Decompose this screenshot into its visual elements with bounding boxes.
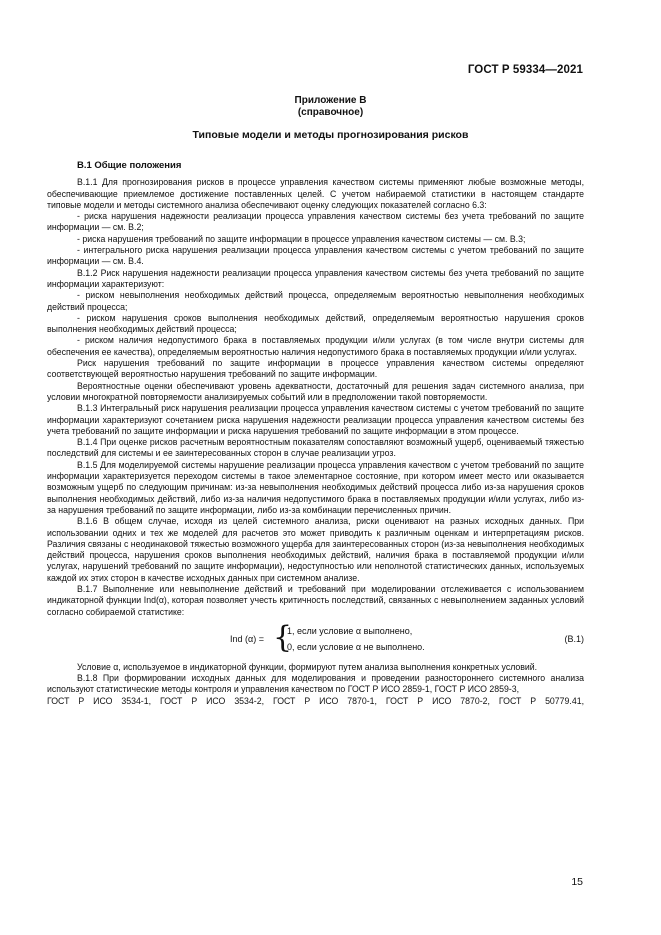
paragraph: В.1.5 Для моделируемой системы нарушение реализации процесса управления качеством с учетом требований по защите информации характеризуется переходом системы в такое элементарное состояние, при котором имеет место или оказывается возможным ущерб по следующим причинам: из-за невыполнения необходимых действий процесса либо из-за нарушения сроков выполнения необходимых действий, либо из-за наличия недопустимого брака в поставляемых продукции и/или услугах, либо из-за нарушения требований по защите информации, либо из-за комбинации перечисленных причин. (47, 459, 584, 515)
formula-lhs: Ind (α) = (230, 633, 264, 644)
paragraph: Риск нарушения требований по защите информации в процессе управления качеством системы определяют соответствующей вероятностью нарушения требований по защите информации. (47, 358, 584, 380)
list-item: - риска нарушения требований по защите информации в процессе управления качеством системы — см. В.3; (77, 233, 526, 244)
document-code: ГОСТ Р 59334—2021 (467, 64, 583, 76)
paragraph: В.1.7 Выполнение или невыполнение действий и требований при моделировании отслеживается с использованием индикаторной функции Ind(α), которая позволяет учесть критичность последствий, связанных с невыполнением заданных условий согласно собираемой статистике: (47, 583, 584, 617)
paragraph: В.1.6 В общем случае, исходя из целей системного анализа, риски оценивают на разных исходных данных. При использовании одних и тех же моделей для расчетов это может приводить к различным оценкам и интерпретациям рисков. Различия связаны с неодинаковой тяжестью возможного ущерба для заинтересованных сторон (из-за невыполнения необходимых действий процесса, нарушения сроков выполнения необходимых действий, наличия брака в поставляемой продукции и/или услугах, нарушений требований по защите информации), недоступностью или неполнотой статистических данных, используемых каждой их этих сторон в качестве исходных данных при системном анализе. (47, 516, 584, 583)
formula-b1 (47, 619, 584, 655)
list-item: - интегрального риска нарушения реализации процесса управления качеством системы с учетом требований по защите информации — см. В.4. (47, 245, 584, 267)
body-text (47, 160, 584, 707)
formula-case-false: 0, если условие α не выполнено. (287, 641, 425, 652)
paragraph: В.1.1 Для прогнозирования рисков в процессе управления качеством системы применяют любые возможные методы, обеспечивающие приемлемое достижение поставленных целей. С учетом набираемой статистики в настоящем стандарте типовые модели и методы системного анализа обеспечивают оценку следующих показателей согласно 6.3: (47, 177, 584, 210)
list-item: - риска нарушения надежности реализации процесса управления качеством системы без учета требований по защите информации — см. В.2; (47, 211, 584, 233)
paragraph: В.1.2 Риск нарушения надежности реализации процесса управления качеством системы без учета требований по защите информации характеризуют: (47, 267, 584, 289)
formula-case-true: 1, если условие α выполнено, (287, 625, 413, 636)
paragraph: Вероятностные оценки обеспечивают уровень адекватности, достаточный для решения задач системного анализа, при условии многократной повторяемости анализируемых событий или в предположении такой повторяемости. (47, 380, 584, 402)
formula-brace: { (273, 619, 293, 655)
list-item: - риском невыполнения необходимых действий процесса, определяемым вероятностью невыполнения необходимых действий процесса; (47, 290, 584, 312)
list-item: - риском нарушения сроков выполнения необходимых действий, определяемым вероятностью нарушения сроков выполнения необходимых действий процесса; (47, 312, 584, 335)
section-heading: В.1 Общие положения (77, 160, 182, 171)
page-number: 15 (571, 876, 583, 888)
standards-list-line: ГОСТ Р ИСО 3534-1, ГОСТ Р ИСО 3534-2, ГОСТ Р ИСО 7870-1, ГОСТ Р ИСО 7870-2, ГОСТ Р 50779.41, (47, 695, 584, 706)
paragraph: В.1.3 Интегральный риск нарушения реализации процесса управления качеством системы с учетом требований по защите информации характеризуют сочетанием риска нарушения надежности реализации процесса управления качеством системы без учета требований по защите информации и риска нарушения требований по защите информации в этом процессе. (47, 403, 584, 436)
paragraph: В.1.8 При формировании исходных данных для моделирования и проведении разностороннего системного анализа используют статистические методы контроля и управления качеством по ГОСТ Р ИСО 2859-1, ГОСТ Р ИСО 2859-3, (47, 673, 584, 695)
annex-heading: Типовые модели и методы прогнозирования рисков (192, 129, 469, 141)
list-item: - риском наличия недопустимого брака в поставляемых продукции и/или услугах (в том числе внутри системы для обеспечения ее качества), определяемым вероятностью наличия недопустимого брака в поставляемых продукции и/или услугах. (47, 335, 584, 357)
annex-title: Приложение В (294, 95, 367, 106)
paragraph: Условие α, используемое в индикаторной функции, формируют путем анализа выполнения конкретных условий. (77, 661, 538, 672)
paragraph: В.1.4 При оценке рисков расчетным вероятностным показателям сопоставляют возможный ущерб, оцениваемый тяжестью последствий для системы и ее заинтересованных сторон в случае реализации угроз. (47, 437, 584, 459)
annex-subtitle: (справочное) (297, 107, 364, 118)
formula-number: (В.1) (564, 633, 584, 644)
